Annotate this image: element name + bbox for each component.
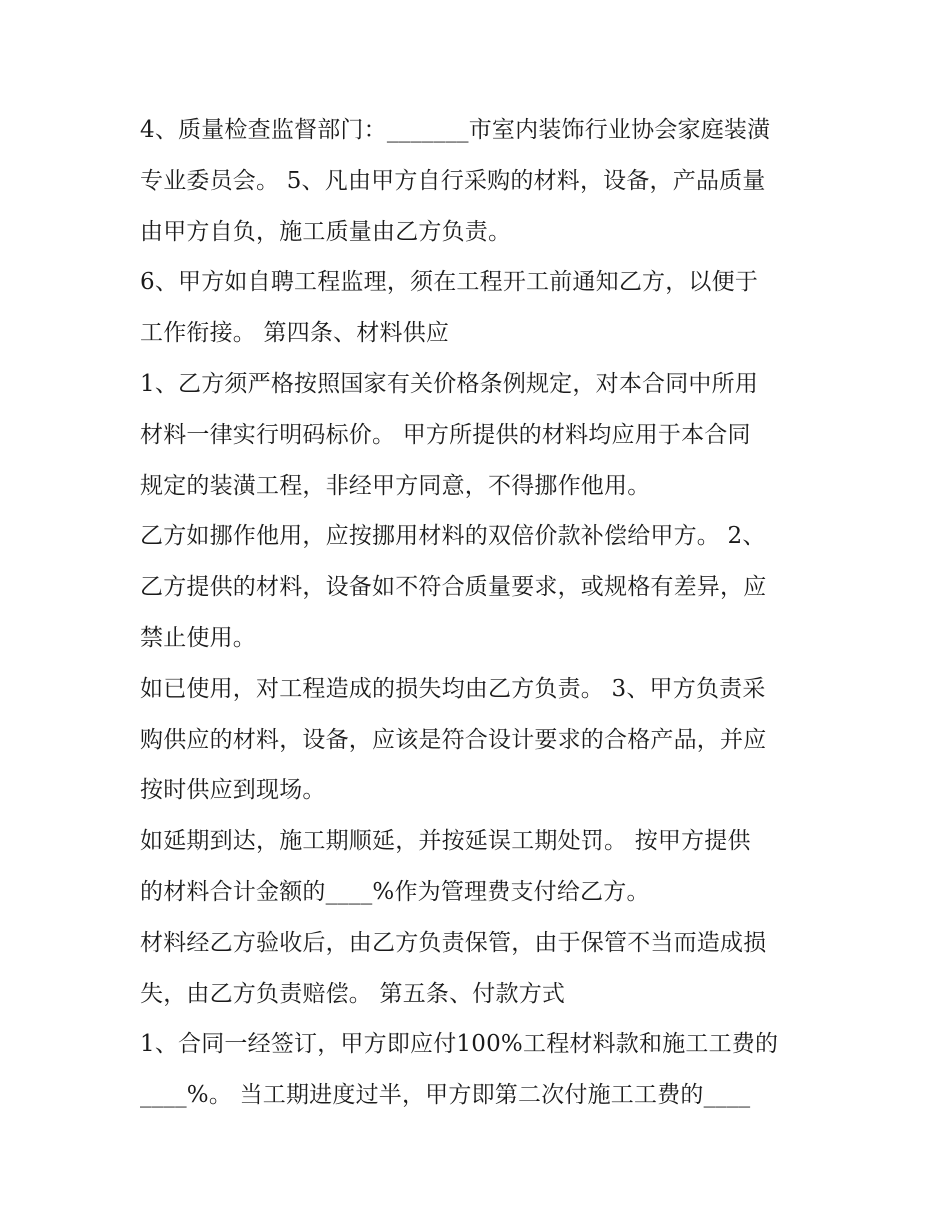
- text-line: 专业委员会。 5、凡由甲方自行采购的材料，设备，产品质量: [140, 168, 766, 194]
- text-line: 购供应的材料，设备，应该是符合设计要求的合格产品，并应: [140, 727, 767, 753]
- text-line: 规定的装潢工程，非经甲方同意，不得挪作他用。: [140, 473, 651, 499]
- text-line: 1、乙方须严格按照国家有关价格条例规定，对本合同中所用: [140, 371, 759, 397]
- text-line: 禁止使用。: [140, 625, 256, 651]
- text-line: 如已使用，对工程造成的损失均由乙方负责。 3、甲方负责采: [140, 676, 766, 702]
- text-line: ____%。 当工期进度过半，甲方即第二次付施工工费的____: [140, 1082, 751, 1108]
- text-line: 材料经乙方验收后，由乙方负责保管，由于保管不当而造成损: [140, 930, 767, 956]
- text-line: 材料一律实行明码标价。 甲方所提供的材料均应用于本合同: [140, 422, 751, 448]
- text-line: 工作衔接。 第四条、材料供应: [140, 320, 450, 346]
- text-line: 乙方提供的材料，设备如不符合质量要求，或规格有差异，应: [140, 574, 767, 600]
- text-line: 乙方如挪作他用，应按挪用材料的双倍价款补偿给甲方。 2、: [140, 523, 766, 549]
- text-line: 6、甲方如自聘工程监理，须在工程开工前通知乙方，以便于: [140, 269, 759, 295]
- text-line: 4、质量检查监督部门：_______市室内装饰行业协会家庭装潢: [140, 117, 771, 143]
- text-line: 按时供应到现场。: [140, 777, 326, 803]
- text-line: 失，由乙方负责赔偿。 第五条、付款方式: [140, 981, 566, 1007]
- text-line: 如延期到达，施工期顺延，并按延误工期处罚。 按甲方提供: [140, 828, 751, 854]
- text-line: 1、合同一经签订，甲方即应付100%工程材料款和施工工费的: [140, 1031, 779, 1057]
- text-line: 由甲方自负，施工质量由乙方负责。: [140, 219, 512, 245]
- text-line: 的材料合计金额的____%作为管理费支付给乙方。: [140, 879, 650, 905]
